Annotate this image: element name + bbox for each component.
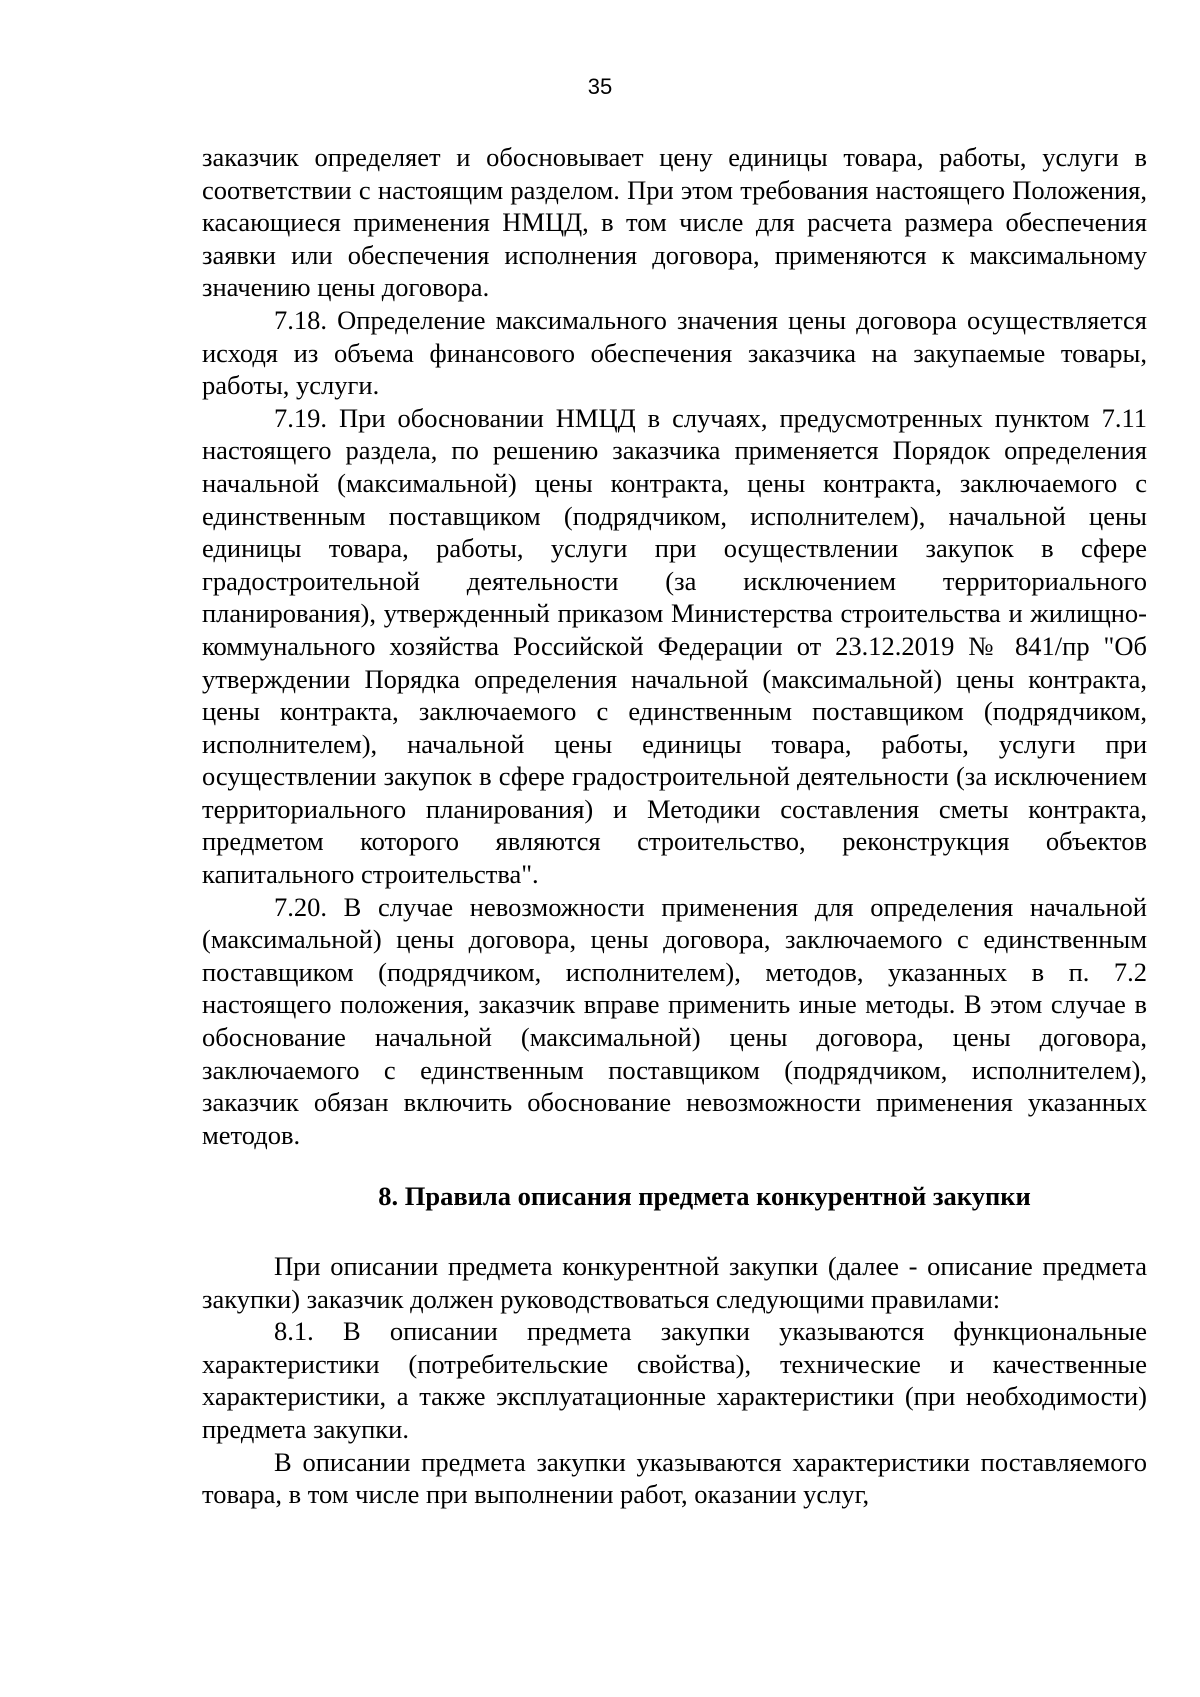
paragraph-intro: При описании предмета конкурентной закупки (далее - описание предмета закупки) заказчик должен руководствоваться следующими правилами: bbox=[202, 1251, 1147, 1314]
paragraph-7-18: 7.18. Определение максимального значения цены договора осуществляется исходя из объема финансового обеспечения заказчика на закупаемые товары, работы, услуги. bbox=[202, 304, 1147, 401]
page-number: 35 bbox=[587, 74, 613, 99]
paragraph-characteristics: В описании предмета закупки указываются характеристики поставляемого товара, в том числе при выполнении работ, оказании услуг, bbox=[202, 1446, 1147, 1510]
paragraph-7-20: 7.20. В случае невозможности применения для определения начальной (максимальной) цены договора, цены договора, заключаемого с единственным поставщиком (подрядчиком, исполнителем), методов, указанных в п. 7.2 настоящего положения, заказчик вправе применить иные методы. В этом случае в обоснование начальной (максимальной) цены договора, цены договора, заключаемого с единственным поставщиком (подрядчиком, исполнителем), заказчик обязан включить обоснование невозможности применения указанных методов. bbox=[202, 891, 1147, 1150]
paragraph-continuation: заказчик определяет и обосновывает цену единицы товара, работы, услуги в соответствии с настоящим разделом. При этом требования настоящего Положения, касающиеся применения НМЦД, в том числе для расчета размера обеспечения заявки или обеспечения исполнения договора, применяются к максимальному значению цены договора. bbox=[202, 142, 1147, 303]
document-body bbox=[202, 141, 1147, 1511]
paragraph-7-19: 7.19. При обосновании НМЦД в случаях, предусмотренных пунктом 7.11 настоящего раздела, по решению заказчика применяется Порядок определения начальной (максимальной) цены контракта, цены контракта, заключаемого с единственным поставщиком (подрядчиком, исполнителем), начальной цены единицы товара, работы, услуги при осуществлении закупок в сфере градостроительной деятельности (за исключением территориального планирования), утвержденный приказом Министерства строительства и жилищно-коммунального хозяйства Российской Федерации от 23.12.2019 № 841/пр "Об утверждении Порядка определения начальной (максимальной) цены контракта, цены контракта, заключаемого с единственным поставщиком (подрядчиком, исполнителем), начальной цены единицы товара, работы, услуги при осуществлении закупок в сфере градостроительной деятельности (за исключением территориального планирования) и Методики составления сметы контракта, предметом которого являются строительство, реконструкция объектов капитального строительства". bbox=[202, 402, 1147, 890]
section-heading: 8. Правила описания предмета конкурентной закупки bbox=[378, 1181, 1031, 1212]
paragraph-8-1: 8.1. В описании предмета закупки указываются функциональные характеристики (потребительские свойства), технические и качественные характеристики, а также эксплуатационные характеристики (при необходимости) предмета закупки. bbox=[202, 1316, 1147, 1444]
